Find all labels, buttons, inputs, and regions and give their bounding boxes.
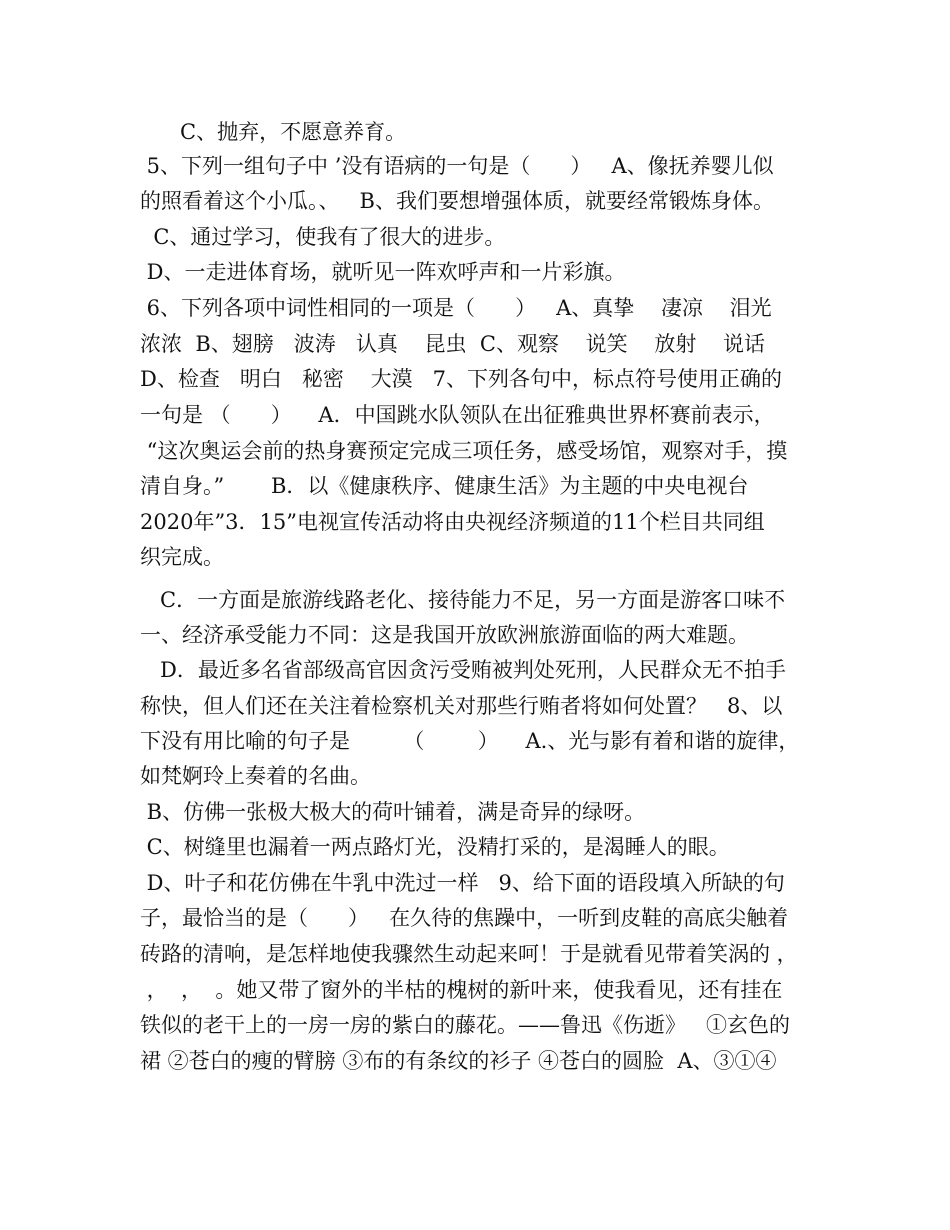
- text-line: D、检查 明白 秘密 大漠 7、下列各句中，标点符号使用正确的: [140, 367, 782, 391]
- text-line: 2020年”3．15”电视宣传活动将由央视经济频道的11个栏目共同组: [140, 510, 765, 534]
- text-line: B、仿佛一张极大极大的荷叶铺着，满是奇异的绿呀。: [140, 800, 646, 824]
- text-line: D、叶子和花仿佛在牛乳中洗过一样 9、给下面的语段填入所缺的句: [140, 871, 785, 895]
- text-line: 砖路的清响，是怎样地使我骤然生动起来呵！于是就看见带着笑涡的 ，: [140, 942, 798, 966]
- text-line: 织完成。: [140, 545, 224, 569]
- text-line: D、一走进体育场，就听见一阵欢呼声和一片彩旗。: [140, 260, 626, 284]
- text-line: 5、下列一组句子中 ’没有语病的一句是（ ） A、像抚养婴儿似: [140, 154, 774, 178]
- text-line: ， ， 。她又带了窗外的半枯的槐树的新叶来，使我看见，还有挂在: [140, 978, 783, 1002]
- text-line: 一、经济承受能力不同：这是我国开放欧洲旅游面临的两大难题。: [140, 623, 749, 647]
- text-line: 6、下列各项中词性相同的一项是（ ） A、真挚 凄凉 泪光: [140, 296, 772, 320]
- text-line: C、通过学习，使我有了很大的进步。: [140, 225, 506, 249]
- text-line: 的照看着这个小瓜。、 B、我们要想增强体质，就要经常锻炼身体。: [140, 189, 774, 213]
- text-line: 铁似的老干上的一房一房的紫白的藤花。——鲁迅《伤逝》 ①玄色的: [140, 1013, 791, 1037]
- text-line: 一句是 （ ） A．中国跳水队领队在出征雅典世界杯赛前表示，: [140, 403, 775, 427]
- text-line: 如梵婀玲上奏着的名曲。: [140, 764, 371, 788]
- text-line: 浓浓 B、翅膀 波涛 认真 昆虫 C、观察 说笑 放射 说话: [140, 332, 766, 356]
- text-line: C、抛弃，不愿意养育。: [140, 120, 407, 144]
- text-line: “这次奥运会前的热身赛预定完成三项任务，感受场馆，观察对手，摸: [140, 439, 788, 463]
- text-line: 清自身。” B．以《健康秩序、健康生活》为主题的中央电视台: [140, 474, 749, 498]
- text-line: 称快，但人们还在关注着检察机关对那些行贿者将如何处置？ 8、以: [140, 694, 783, 718]
- text-line: D．最近多名省部级高官因贪污受贿被判处死刑，人民群众无不拍手: [140, 658, 786, 682]
- text-line: 子，最恰当的是（ ） 在久待的焦躁中，一听到皮鞋的高底尖触着: [140, 906, 789, 930]
- text-line: 下没有用比喻的句子是 （ ） A.、光与影有着和谐的旋律，: [140, 729, 800, 753]
- text-line: 裙 ②苍白的瘦的臂膀 ③布的有条纹的衫子 ④苍白的圆脸 A、③①④: [140, 1049, 777, 1073]
- text-line: C．一方面是旅游线路老化、接待能力不足，另一方面是游客口味不: [140, 588, 786, 612]
- text-line: C、树缝里也漏着一两点路灯光，没精打采的，是渴睡人的眼。: [140, 835, 730, 859]
